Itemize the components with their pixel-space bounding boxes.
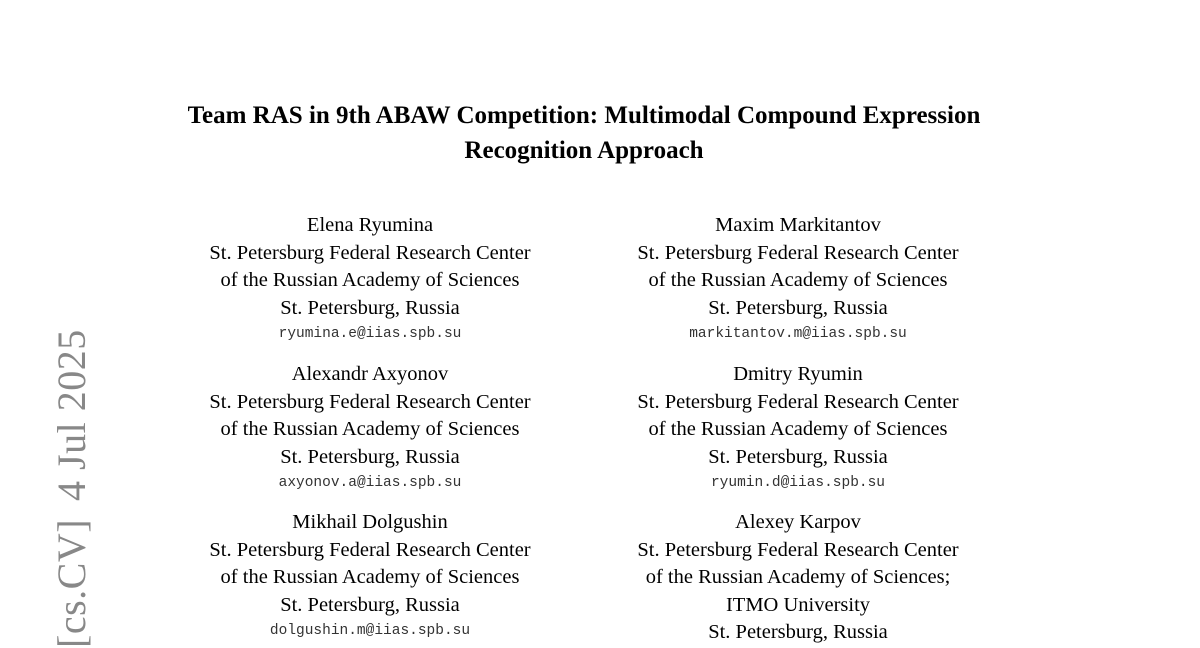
author-email[interactable]: ryumin.d@iias.spb.su [710,475,886,491]
author-affiliation: St. Petersburg, Russia [280,593,460,616]
author-block [160,509,580,643]
author-affiliation: of the Russian Academy of Sciences [220,269,520,291]
author-affiliation: of the Russian Academy of Sciences [220,566,520,588]
author-affiliation: St. Petersburg, Russia [708,445,888,468]
author-email[interactable]: dolgushin.m@iias.spb.su [269,623,471,639]
author-affiliation: St. Petersburg Federal Research Center [209,241,531,264]
title-line: Team RAS in 9th ABAW Competition: Multimodal Compound Expression [187,102,981,129]
author-affiliation: St. Petersburg Federal Research Center [209,538,531,561]
author-email[interactable]: axyonov.a@iias.spb.su [278,475,462,491]
author-block [588,212,1008,346]
author-affiliation: ITMO University [725,593,871,616]
author-block [160,361,580,495]
author-name: Dmitry Ryumin [733,363,863,385]
author-block [160,212,580,346]
author-affiliation: of the Russian Academy of Sciences [648,418,948,440]
author-name: Mikhail Dolgushin [292,511,448,533]
author-affiliation: St. Petersburg Federal Research Center [637,241,959,264]
arxiv-category: [cs.CV] [49,518,94,648]
author-affiliation: of the Russian Academy of Sciences [220,418,520,440]
author-email[interactable]: markitantov.m@iias.spb.su [689,326,907,342]
author-affiliation: St. Petersburg, Russia [280,296,460,319]
arxiv-side-stamp [49,329,94,648]
author-affiliation: St. Petersburg Federal Research Center [637,538,959,561]
title-line: Recognition Approach [464,137,704,164]
author-name: Alexey Karpov [735,511,861,533]
author-name: Elena Ryumina [306,214,434,236]
paper-title [0,98,1168,168]
author-block [588,509,1008,647]
arxiv-date: 4 Jul 2025 [49,329,94,501]
author-affiliation: St. Petersburg, Russia [708,296,888,319]
author-email[interactable]: ryumina.e@iias.spb.su [278,326,462,342]
author-affiliation: St. Petersburg Federal Research Center [209,390,531,413]
author-affiliation: St. Petersburg Federal Research Center [637,390,959,413]
author-name: Maxim Markitantov [715,214,881,236]
author-affiliation: of the Russian Academy of Sciences [648,269,948,291]
author-affiliation: of the Russian Academy of Sciences; [645,566,951,588]
author-block [588,361,1008,495]
author-affiliation: St. Petersburg, Russia [280,445,460,468]
author-affiliation: St. Petersburg, Russia [708,621,888,643]
author-name: Alexandr Axyonov [291,363,449,385]
